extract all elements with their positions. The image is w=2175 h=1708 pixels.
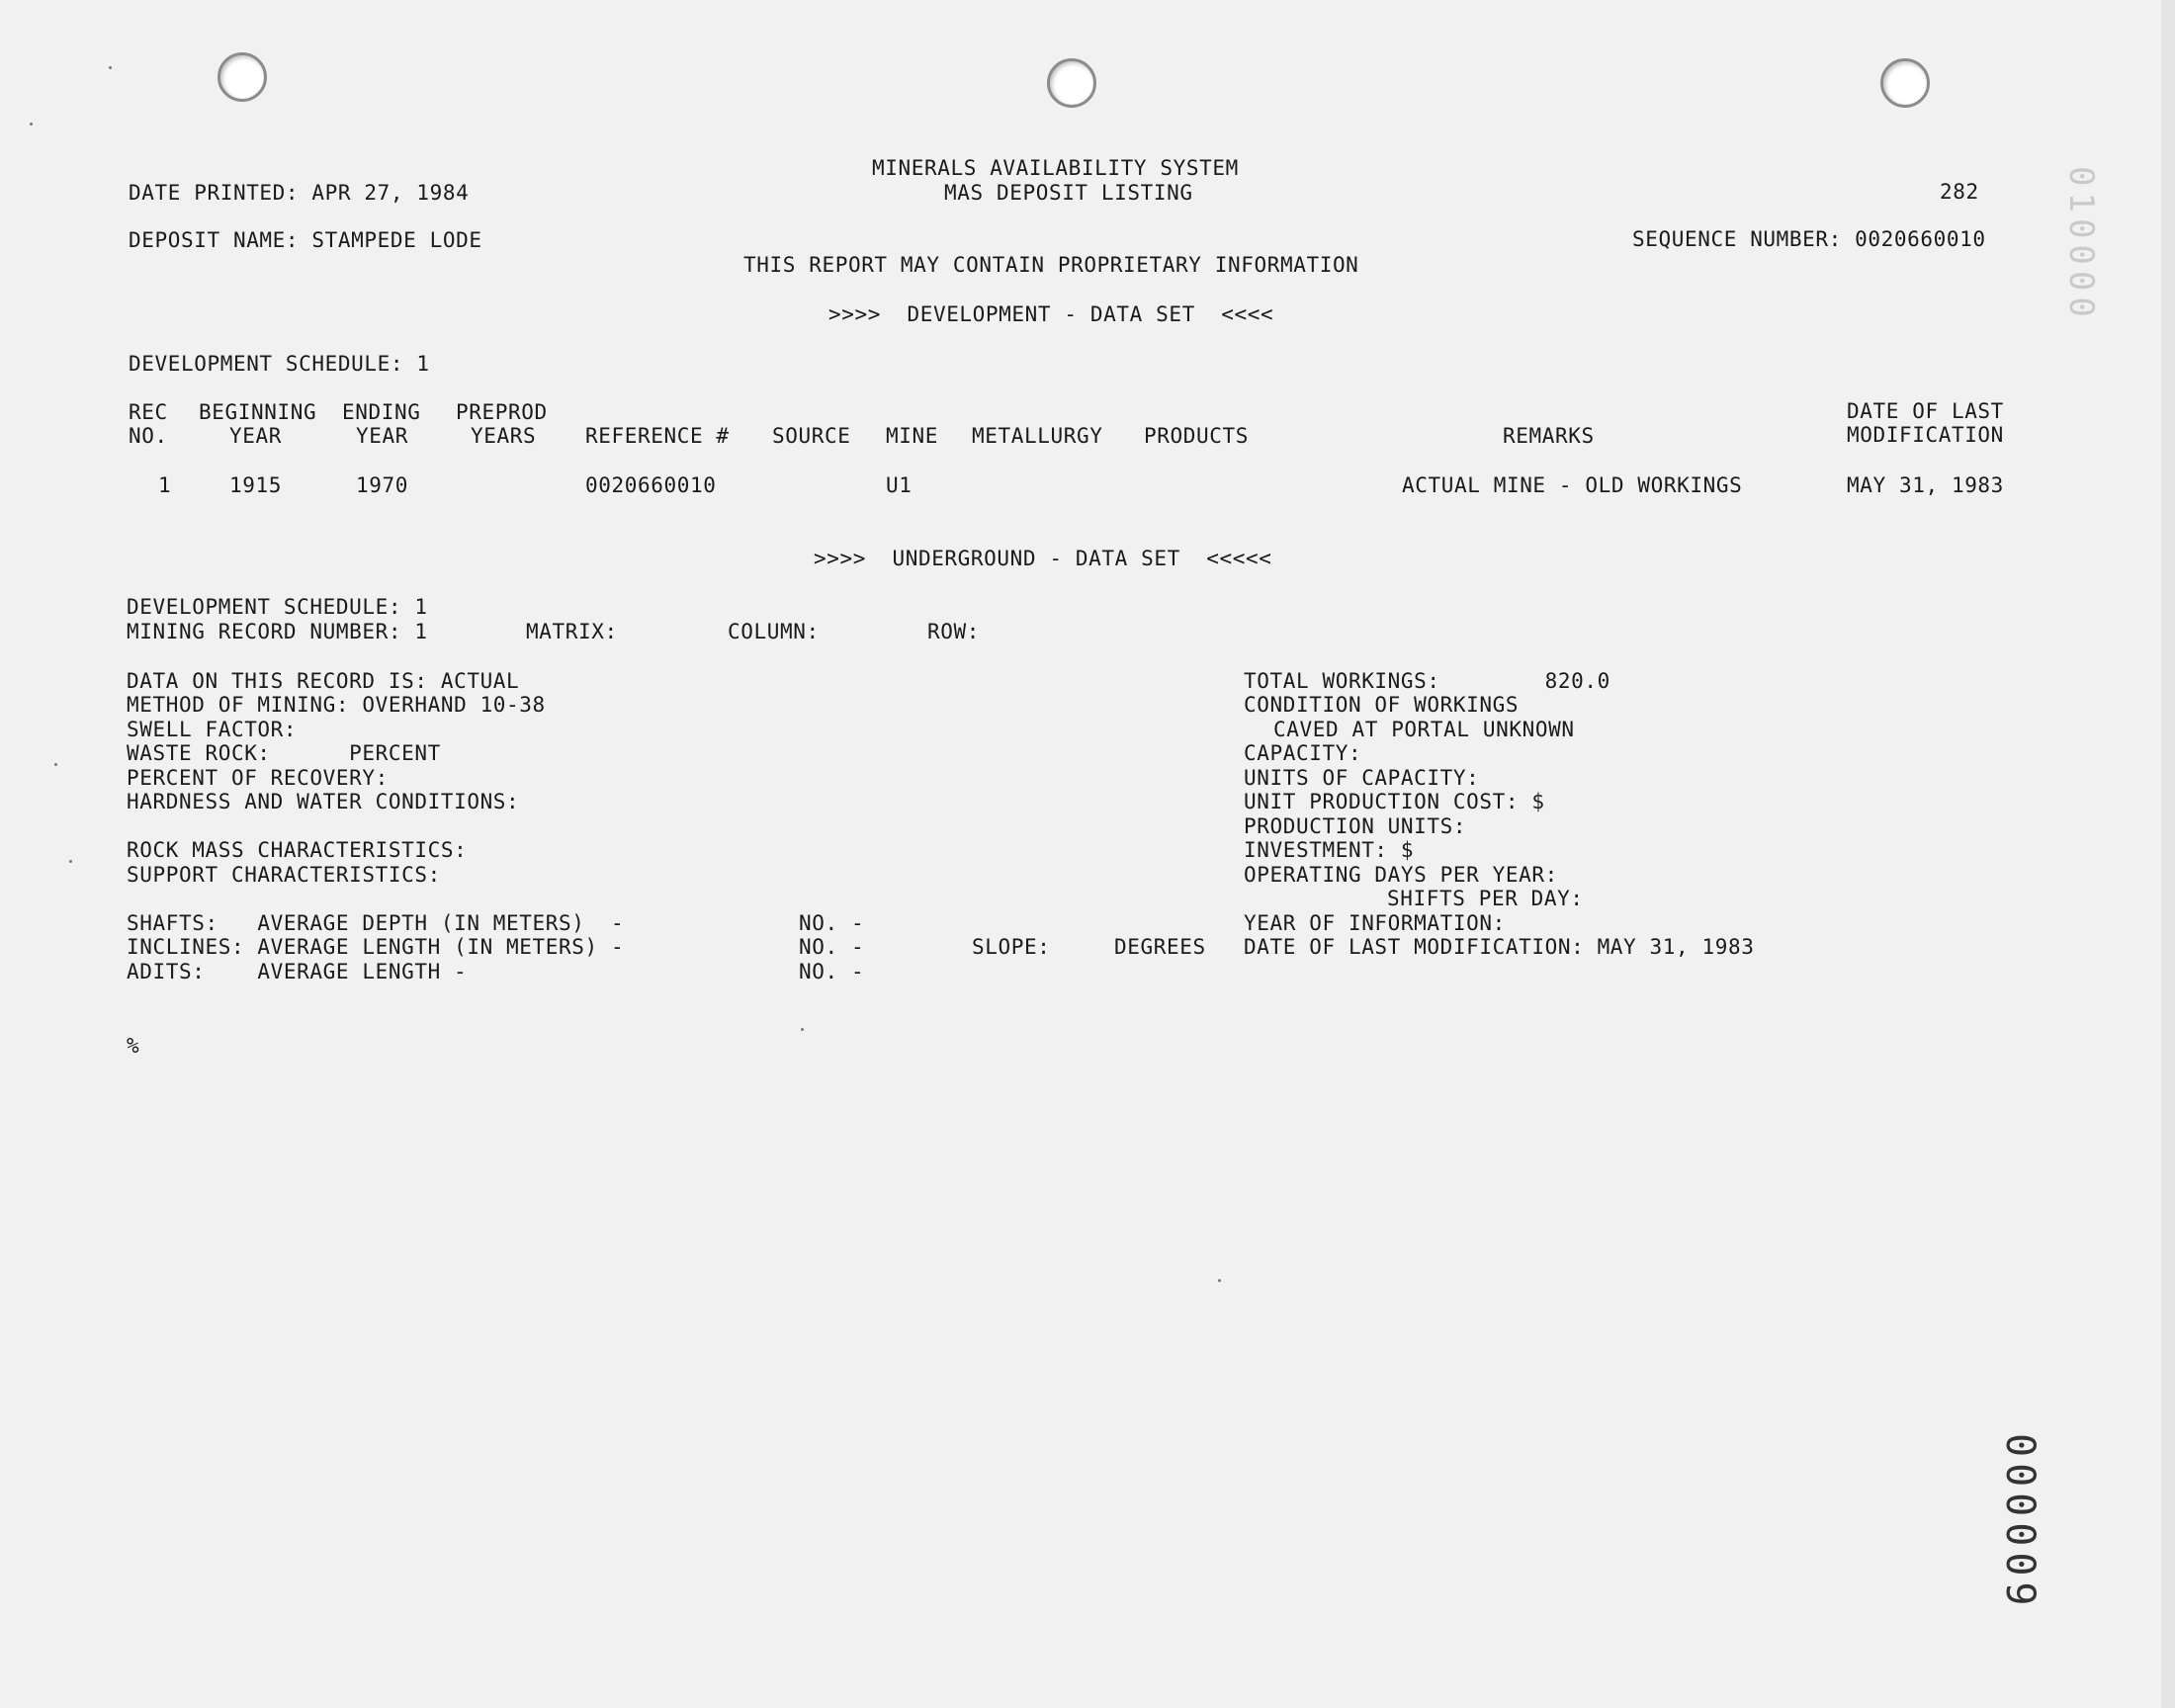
units-of-capacity: UNITS OF CAPACITY: <box>1244 766 1480 790</box>
scan-speck <box>109 66 112 69</box>
hardness-water-conditions: HARDNESS AND WATER CONDITIONS: <box>127 790 520 813</box>
condition-detail: CAVED AT PORTAL UNKNOWN <box>1273 718 1575 741</box>
row-reference: 0020660010 <box>585 473 717 497</box>
degrees-label: DEGREES <box>1114 935 1206 959</box>
page-edge <box>2161 0 2175 1708</box>
stamp-number: 000009 <box>1997 1433 2043 1612</box>
scan-speck <box>1218 1279 1221 1282</box>
deposit-name: DEPOSIT NAME: STAMPEDE LODE <box>129 228 482 252</box>
page-number: 282 <box>1940 180 1979 204</box>
operating-days: OPERATING DAYS PER YEAR: <box>1244 863 1558 887</box>
col-rec-line2: NO. <box>129 424 168 448</box>
unit-production-cost: UNIT PRODUCTION COST: $ <box>1244 790 1545 813</box>
development-schedule: DEVELOPMENT SCHEDULE: 1 <box>129 352 430 376</box>
col-rec-line1: REC <box>129 400 168 424</box>
col-remarks: REMARKS <box>1503 424 1595 448</box>
row-mine: U1 <box>886 473 913 497</box>
col-ending-line2: YEAR <box>356 424 408 448</box>
production-units: PRODUCTION UNITS: <box>1244 814 1467 838</box>
adits-line: ADITS: AVERAGE LENGTH - <box>127 960 468 983</box>
swell-factor: SWELL FACTOR: <box>127 718 298 741</box>
percent-of-recovery: PERCENT OF RECOVERY: <box>127 766 389 790</box>
capacity: CAPACITY: <box>1244 741 1362 765</box>
underground-last-modification: DATE OF LAST MODIFICATION: MAY 31, 1983 <box>1244 935 1755 959</box>
col-last-mod-line1: DATE OF LAST <box>1847 399 2004 423</box>
inclines-line: INCLINES: AVERAGE LENGTH (IN METERS) - <box>127 935 625 959</box>
matrix-label: MATRIX: <box>526 620 618 643</box>
system-title: MINERALS AVAILABILITY SYSTEM <box>872 156 1239 180</box>
col-beginning-line2: YEAR <box>229 424 282 448</box>
col-ending-line1: ENDING <box>342 400 421 424</box>
shifts-per-day: SHIFTS PER DAY: <box>1387 887 1584 910</box>
shafts-line: SHAFTS: AVERAGE DEPTH (IN METERS) - <box>127 911 625 935</box>
inclines-number: NO. - <box>799 935 865 959</box>
listing-title: MAS DEPOSIT LISTING <box>944 181 1193 205</box>
binder-hole-center <box>1047 58 1096 108</box>
adits-number: NO. - <box>799 960 865 983</box>
record-data-type: DATA ON THIS RECORD IS: ACTUAL <box>127 669 520 693</box>
row-beginning: 1915 <box>229 473 282 497</box>
row-ending: 1970 <box>356 473 408 497</box>
row-remarks: ACTUAL MINE - OLD WORKINGS <box>1402 473 1743 497</box>
waste-rock: WASTE ROCK: PERCENT <box>127 741 441 765</box>
scan-speck <box>30 123 33 126</box>
sequence-number: SEQUENCE NUMBER: 0020660010 <box>1632 227 1986 251</box>
row-rec: 1 <box>158 473 172 497</box>
col-products: PRODUCTS <box>1144 424 1249 448</box>
investment: INVESTMENT: $ <box>1244 838 1415 862</box>
binder-hole-right <box>1880 58 1930 108</box>
mining-record-number: MINING RECORD NUMBER: 1 <box>127 620 428 643</box>
row-last-mod: MAY 31, 1983 <box>1847 473 2004 497</box>
support-characteristics: SUPPORT CHARACTERISTICS: <box>127 863 441 887</box>
proprietary-notice: THIS REPORT MAY CONTAIN PROPRIETARY INFORMATION <box>743 253 1359 277</box>
shafts-number: NO. - <box>799 911 865 935</box>
col-reference: REFERENCE # <box>585 424 730 448</box>
col-source: SOURCE <box>772 424 851 448</box>
row-label: ROW: <box>927 620 980 643</box>
scan-speck <box>69 860 72 863</box>
column-label: COLUMN: <box>728 620 820 643</box>
development-section-title: >>>> DEVELOPMENT - DATA SET <<<< <box>828 302 1274 326</box>
col-mine: MINE <box>886 424 938 448</box>
underground-schedule: DEVELOPMENT SCHEDULE: 1 <box>127 595 428 619</box>
date-printed: DATE PRINTED: APR 27, 1984 <box>129 181 470 205</box>
scan-speck <box>54 763 57 766</box>
binder-hole-left <box>218 52 267 102</box>
rock-mass-characteristics: ROCK MASS CHARACTERISTICS: <box>127 838 468 862</box>
year-of-information: YEAR OF INFORMATION: <box>1244 911 1506 935</box>
percent-mark: % <box>127 1034 140 1058</box>
faint-stamp-number: 010000 <box>2061 166 2101 323</box>
condition-of-workings: CONDITION OF WORKINGS <box>1244 693 1520 717</box>
underground-section-title: >>>> UNDERGROUND - DATA SET <<<<< <box>814 547 1272 570</box>
slope-label: SLOPE: <box>972 935 1051 959</box>
col-preprod-line1: PREPROD <box>456 400 548 424</box>
col-last-mod-line2: MODIFICATION <box>1847 423 2004 447</box>
col-metallurgy: METALLURGY <box>972 424 1103 448</box>
method-of-mining: METHOD OF MINING: OVERHAND 10-38 <box>127 693 546 717</box>
col-preprod-line2: YEARS <box>471 424 537 448</box>
col-beginning-line1: BEGINNING <box>199 400 317 424</box>
scan-speck <box>801 1028 804 1031</box>
total-workings: TOTAL WORKINGS: 820.0 <box>1244 669 1610 693</box>
